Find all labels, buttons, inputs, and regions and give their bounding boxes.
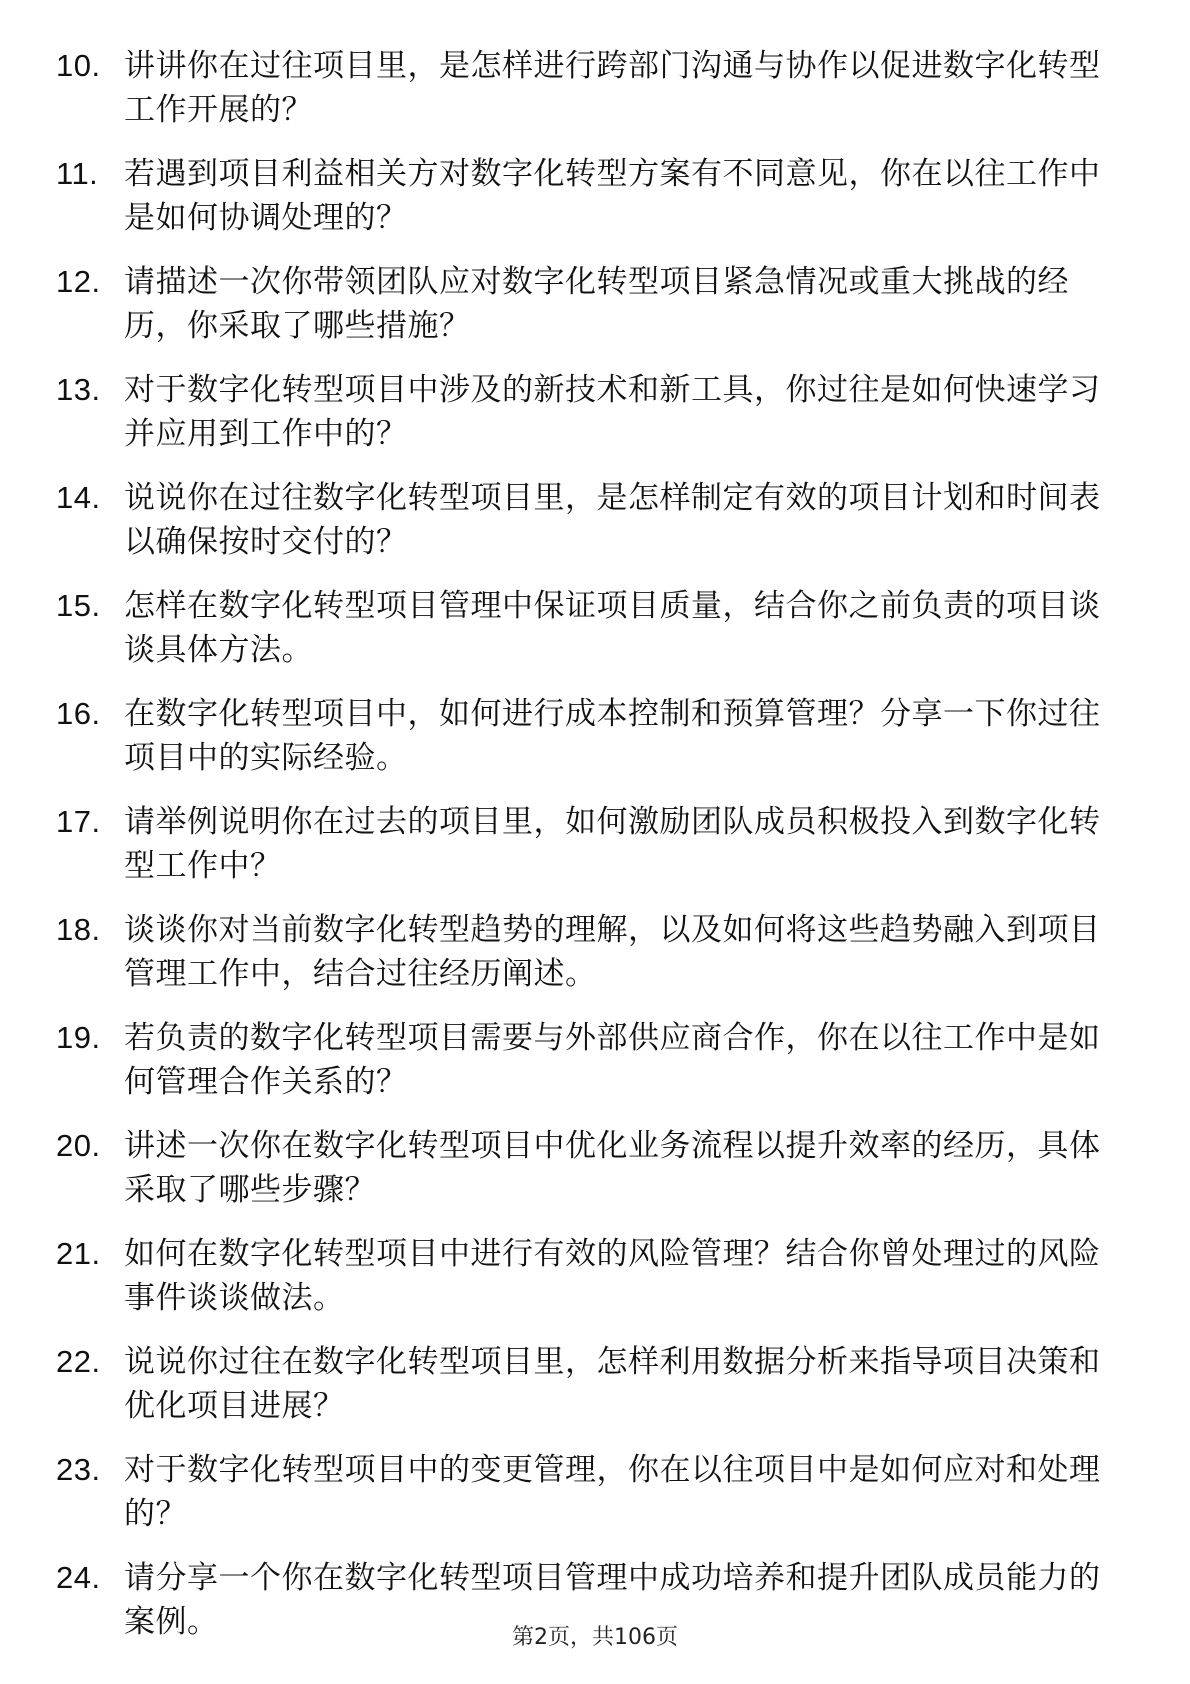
question-item bbox=[56, 692, 1116, 780]
question-item bbox=[56, 584, 1116, 672]
question-number: 19. bbox=[56, 1020, 101, 1055]
question-number: 17. bbox=[56, 804, 101, 839]
question-number: 20. bbox=[56, 1128, 101, 1163]
question-number: 15. bbox=[56, 588, 101, 623]
question-list bbox=[56, 44, 1116, 1664]
question-number: 18. bbox=[56, 912, 101, 947]
question-item bbox=[56, 800, 1116, 888]
question-item bbox=[56, 1232, 1116, 1320]
question-number: 16. bbox=[56, 696, 101, 731]
question-text: 请分享一个你在数字化转型项目管理中成功培养和提升团队成员能力的案例。 bbox=[124, 1560, 1101, 1640]
question-text: 说说你在过往数字化转型项目里，是怎样制定有效的项目计划和时间表以确保按时交付的？ bbox=[124, 480, 1101, 560]
question-item bbox=[56, 1340, 1116, 1428]
question-item bbox=[56, 44, 1116, 132]
question-text: 谈谈你对当前数字化转型趋势的理解，以及如何将这些趋势融入到项目管理工作中，结合过往经历阐述。 bbox=[124, 912, 1101, 992]
question-text: 请描述一次你带领团队应对数字化转型项目紧急情况或重大挑战的经历，你采取了哪些措施？ bbox=[124, 264, 1069, 344]
question-text: 讲讲你在过往项目里，是怎样进行跨部门沟通与协作以促进数字化转型工作开展的？ bbox=[124, 48, 1101, 128]
question-item bbox=[56, 152, 1116, 240]
question-item bbox=[56, 908, 1116, 996]
question-item bbox=[56, 260, 1116, 348]
question-text: 怎样在数字化转型项目管理中保证项目质量，结合你之前负责的项目谈谈具体方法。 bbox=[124, 588, 1101, 668]
question-number: 12. bbox=[56, 264, 101, 299]
question-number: 11. bbox=[56, 156, 99, 191]
question-number: 21. bbox=[56, 1236, 101, 1271]
question-number: 22. bbox=[56, 1344, 101, 1379]
question-text: 说说你过往在数字化转型项目里，怎样利用数据分析来指导项目决策和优化项目进展？ bbox=[124, 1344, 1101, 1424]
question-number: 14. bbox=[56, 480, 101, 515]
question-number: 24. bbox=[56, 1560, 101, 1595]
question-text: 对于数字化转型项目中的变更管理，你在以往项目中是如何应对和处理的？ bbox=[124, 1452, 1101, 1532]
question-number: 23. bbox=[56, 1452, 101, 1487]
question-text: 讲述一次你在数字化转型项目中优化业务流程以提升效率的经历，具体采取了哪些步骤？ bbox=[124, 1128, 1101, 1208]
question-text: 对于数字化转型项目中涉及的新技术和新工具，你过往是如何快速学习并应用到工作中的？ bbox=[124, 372, 1101, 452]
question-item bbox=[56, 476, 1116, 564]
question-text: 在数字化转型项目中，如何进行成本控制和预算管理？分享一下你过往项目中的实际经验。 bbox=[124, 696, 1101, 776]
question-item bbox=[56, 1016, 1116, 1104]
question-text: 请举例说明你在过去的项目里，如何激励团队成员积极投入到数字化转型工作中？ bbox=[124, 804, 1101, 884]
question-text: 若遇到项目利益相关方对数字化转型方案有不同意见，你在以往工作中是如何协调处理的？ bbox=[124, 156, 1101, 236]
question-text: 若负责的数字化转型项目需要与外部供应商合作，你在以往工作中是如何管理合作关系的？ bbox=[124, 1020, 1101, 1100]
question-item bbox=[56, 368, 1116, 456]
question-item bbox=[56, 1124, 1116, 1212]
page-footer: 第2页，共106页 bbox=[512, 1625, 678, 1650]
question-number: 13. bbox=[56, 372, 101, 407]
question-text: 如何在数字化转型项目中进行有效的风险管理？结合你曾处理过的风险事件谈谈做法。 bbox=[124, 1236, 1101, 1316]
question-number: 10. bbox=[56, 48, 101, 83]
question-item bbox=[56, 1448, 1116, 1536]
